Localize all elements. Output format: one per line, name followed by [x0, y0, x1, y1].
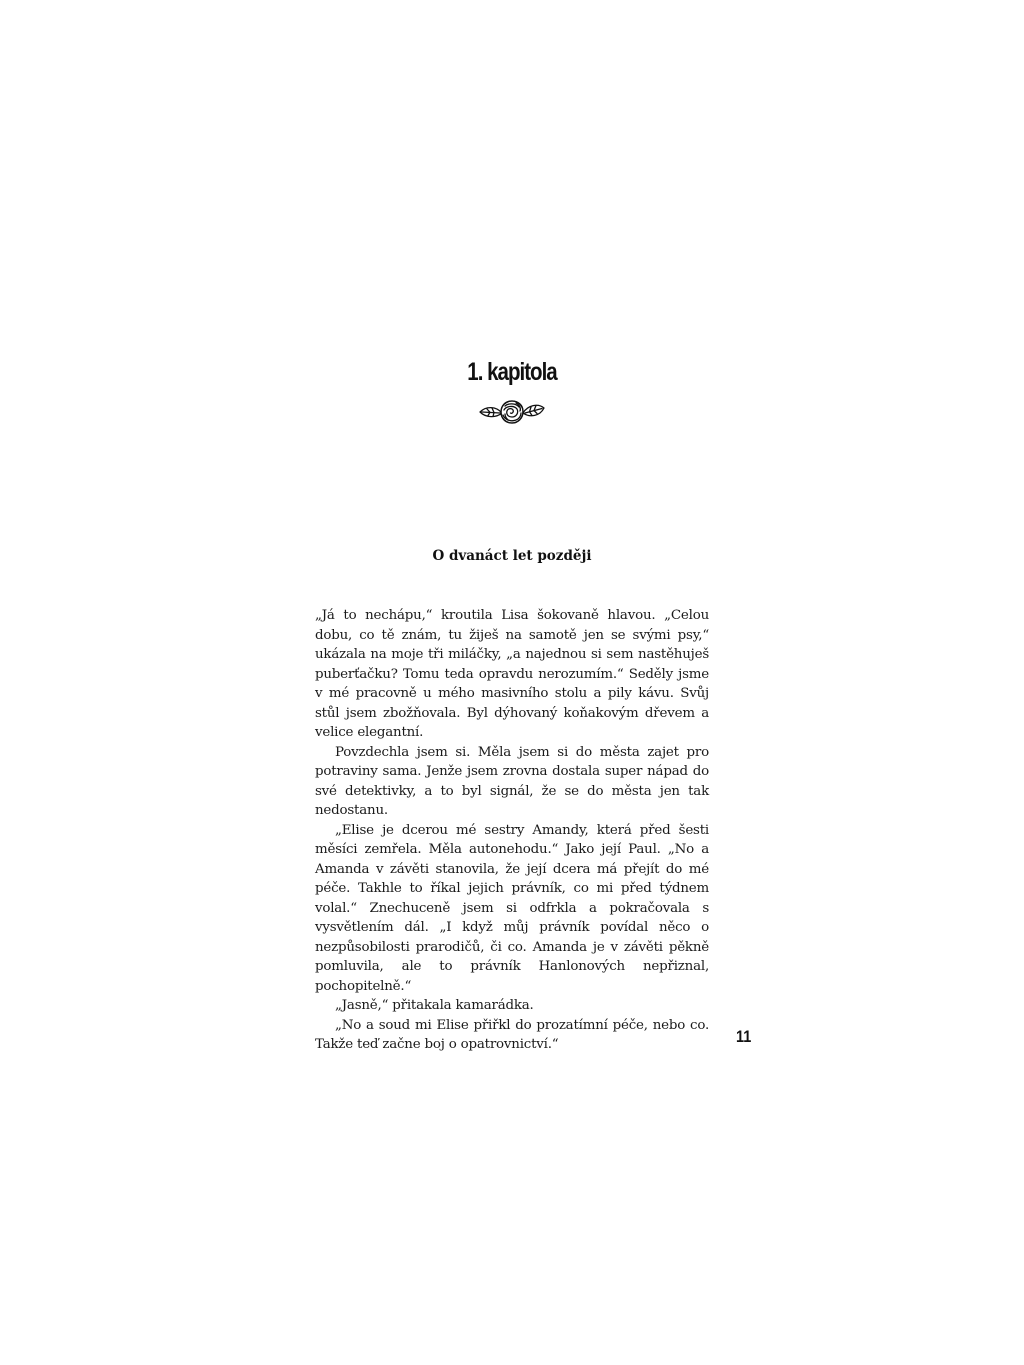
paragraph: „Jasně,“ přitakala kamarádka. [335, 998, 534, 1013]
rose-ornament-icon [478, 398, 546, 428]
chapter-body [315, 606, 709, 1055]
paragraph: Povzdechla jsem si. Měla jsem si do města zajet pro potraviny sama. Jenže jsem zrovna dostala super nápad do své detektivky, a to byl signál, že se do města jen tak nedostanu. [315, 744, 709, 818]
section-subtitle: O dvanáct let později [432, 548, 592, 564]
paragraph: „Elise je dcerou mé sestry Amandy, která před šesti měsíci zemřela. Měla autonehodu.“ Jako její Paul. „No a Amanda v závěti stanovila, že její dcera má přejít do mé péče. Takhle to říkal jejich právník, co mi před týdnem volal.“ Znechuceně jsem si odfrkla a pokračovala s vysvětlením dál. „I když můj právník povídal něco o nezpůsobilosti prarodičů, či co. Amanda je v závěti pěkně pomluvila, ale to právník Hanlonových nepřiznal, pochopitelně.“ [315, 822, 709, 994]
paragraph: „Já to nechápu,“ kroutila Lisa šokovaně hlavou. „Celou dobu, co tě znám, tu žiješ na samotě jen se svými psy,“ ukázala na moje tři miláčky, „a najednou si sem nastěhuješ puberťačku? Tomu teda opravdu nerozumím.“ Seděly jsme v mé pracovně u mého masivního stolu a pily kávu. Svůj stůl jsem zbožňovala. Byl dýhovaný koňakovým dřevem a velice elegantní. [315, 608, 709, 740]
page-number: 11 [736, 1027, 752, 1046]
paragraph: „No a soud mi Elise přiřkl do prozatímní péče, nebo co. Takže teď začne boj o opatrovnictví.“ [315, 1017, 709, 1052]
chapter-title: 1. kapitola [467, 358, 557, 386]
